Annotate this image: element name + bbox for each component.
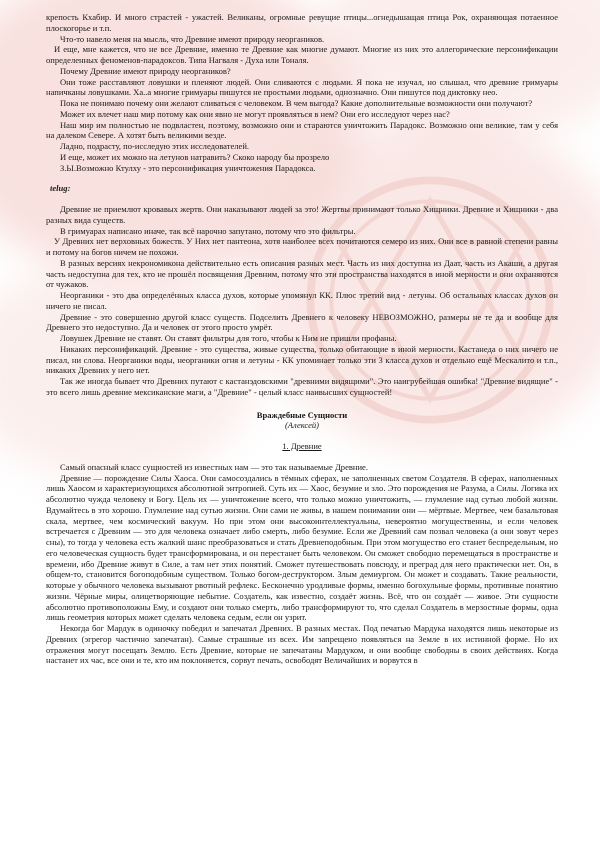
- paragraph: Никаких персонификаций. Древние - это существа, живые существа, только обитающие в иной мерности. Кастанеда о них ничего не писал, ни слова. Неорганики воды, неорганики огня и летуны - КК упоминает только эти 3 класса духов и отдельно ещё Мескалито и т.п., никаких Древних у него нет.: [46, 343, 558, 376]
- author-label: telug:: [50, 183, 71, 194]
- paragraph: крепость Кхабир. И много страстей - ужастей. Великаны, огромные ревущие птицы...огнедышащая птица Рок, охраняющая потаенное плоскогорье и т.п.: [46, 12, 558, 33]
- section-heading: 1. Древние: [282, 441, 322, 451]
- paragraph: В гримуарах написано иначе, так всё нарочно запутано, потому что это фильтры.: [60, 225, 356, 236]
- paragraph: У Древних нет верховных божеств. У Них нет пантеона, хотя наиболее всех почитаются семеро из них. Они все в равной степени равны и потому на богов ничем не похожи.: [46, 236, 558, 257]
- paragraph: Древние не приемлют кровавых жертв. Они наказывают людей за это! Жертвы принимают только Хищники. Древние и Хищники - два разных вида существ.: [46, 204, 558, 225]
- article-title: Враждебные Сущности: [256, 409, 348, 420]
- paragraph: Некогда бог Мардук в одиночку победил и запечатал Древних. В разных местах. Под печатью Мардука находятся лишь некоторые из Древних (эгрегор частично запечатан). Самые страшные из всех. Им запрещено появляться на Земле в их истинной форме. Но их отражения могут посещать Землю. Есть Древние, которые не запечатаны Мардуком, и они вообще свободны в своих действиях. Когда настанет их час, все они и те, кто им поклоняется, сорвут печать, освободят Величайших и ворвутся в: [46, 623, 558, 666]
- paragraph: Древние - это совершенно другой класс существ. Подселить Древнего к человеку НЕВОЗМОЖНО, размеры не те да и вообще для Древнего это недоступно. Да и человек от этого просто умрёт.: [46, 311, 558, 333]
- paragraph: Пока не понимаю почему они желают сливаться с человеком. В чем выгода? Какие дополнительные возможности они получают?: [60, 98, 533, 108]
- article-author: (Алексей): [284, 420, 320, 431]
- paragraph: Почему Древние имеют природу неоргаников?: [60, 65, 231, 76]
- paragraph: Может их влечет наш мир потому как они явно не могут проявляться в нем? Они его исследуют через нас?: [60, 108, 450, 119]
- paragraph: Самый опасный класс сущностей из известных нам — это так называемые Древние.: [60, 461, 368, 472]
- paragraph: Так же иногда бывает что Древних путают с кастанэдовскими "древними видящими". Это наигрубейшая ошибка! "Древние видящие" - это всего лишь древние мексиканские маги, а "Древние" - целый класс наивысших сущностей!: [46, 376, 558, 397]
- paragraph: Древние — порождение Силы Хаоса. Они самосоздались в тёмных сферах, не заполненных светом Создателя. В сферах, наполненных лишь Хаосом и характеризующихся абсолютной энтропией. Суть их — Хаос, безумие и зло. Это порождения не Разума, а Силы. Логика их абсолютно чужда человеку и Богу. Цель их — уничтожение всего, что только можно уничтожить, — глумление над сутью любой жизни. Вдумайтесь в это хорошо. Глумление над сутью жизни. Они сами не живы, в нашем понимании они — мёртвые. Мертвее, чем базальтовая скала, мертвее, чем космический вакуум. Но при этом они высокоинтеллектуальны, невероятно могущественны, и если человек встречается с Древним — это для человека означает либо смерть, либо безумие. Если же Древний сам позвал человека (а они зовут через сны), то тогда у человека есть жалкий шанс преобразоваться и стать Древнеподобным. При этом могущество его станет беспредельным, но его человеческая сущность будет трансформирована, и он перестанет быть человеком. Он сможет свободно перемещаться в пространстве и времени, ибо Древние живут в Силе, а там нет этих понятий. Сможет путешествовать повсюду, и преград для него практически нет. Он, в общем-то, становится богоподобным существом. Только богом-деструктором. Злым демиургом. Он может и создавать. Такие реальности, которые у обычного человека вызывают рвотный рефлекс. Бесконечно уродливые формы, именно богохульные формы, противные понятию жизни. Чёрные миры, олицетворяющие небытие. Создатель, как известно, создаёт жизнь. Всё, что он создаёт — живое. Эти сущности абсолютно противоположны Ему, и создают они только смерть, либо трансформируют то, что сделал Создатель в мерзостные формы, одна лишь геометрия которых может сделать человека седым, если он узрит.: [46, 472, 558, 623]
- paragraph: Ладно, подрасту, по-исследую этих исследователей.: [60, 141, 250, 151]
- paragraph: Наш мир им полностью не подвластен, поэтому, возможно они и стараются уничтожить Парадокс. Возможно они великие, там у себя на далеком Севере. А хотят быть великими везде.: [46, 119, 558, 141]
- paragraph: В разных версиях некрономикона действительно есть описания разных мест. Часть из них доступна из Даат, часть из Акаши, а другая часть недоступна для тех, кто не прошёл посвящения Древним, потому что эти пространства находятся в иной мерности и они охраняются от чужаков.: [46, 257, 558, 290]
- paragraph: Они тоже расставляют ловушки и пленяют людей. Они сливаются с людьми. Я пока не изучал, но слышал, что древние гримуары напичканы ловушками. Ха..а многие гримуары пишутся не простыми людьми, однозначно. Они пишутся под диктовку нео.: [46, 76, 558, 98]
- paragraph: З.Ы.Возможно Ктулху - это персонификация уничтожения Парадокса.: [60, 162, 316, 173]
- document-page: [46, 12, 558, 666]
- paragraph: Что-то навело меня на мысль, что Древние имеют природу неоргаников.: [60, 33, 325, 44]
- paragraph: Неорганики - это два определённых класса духов, которые упомянул КК. Плюс третий вид - летуны. Об остальных классах духов он ничего не писал.: [46, 290, 558, 311]
- paragraph: И еще, мне кажется, что не все Древние, именно те Древние как многие думают. Многие из них это аллегорические персонификации определенных феноменов-парадоксов. Типа Нагваля - Духа или Тоналя.: [46, 44, 558, 65]
- paragraph: И еще, может их можно на летунов натравить? Скоко народу бы прозрело: [60, 151, 330, 162]
- paragraph: Ловушек Древние не ставят. Он ставят фильтры для того, чтобы к Ним не пришли профаны.: [60, 333, 397, 343]
